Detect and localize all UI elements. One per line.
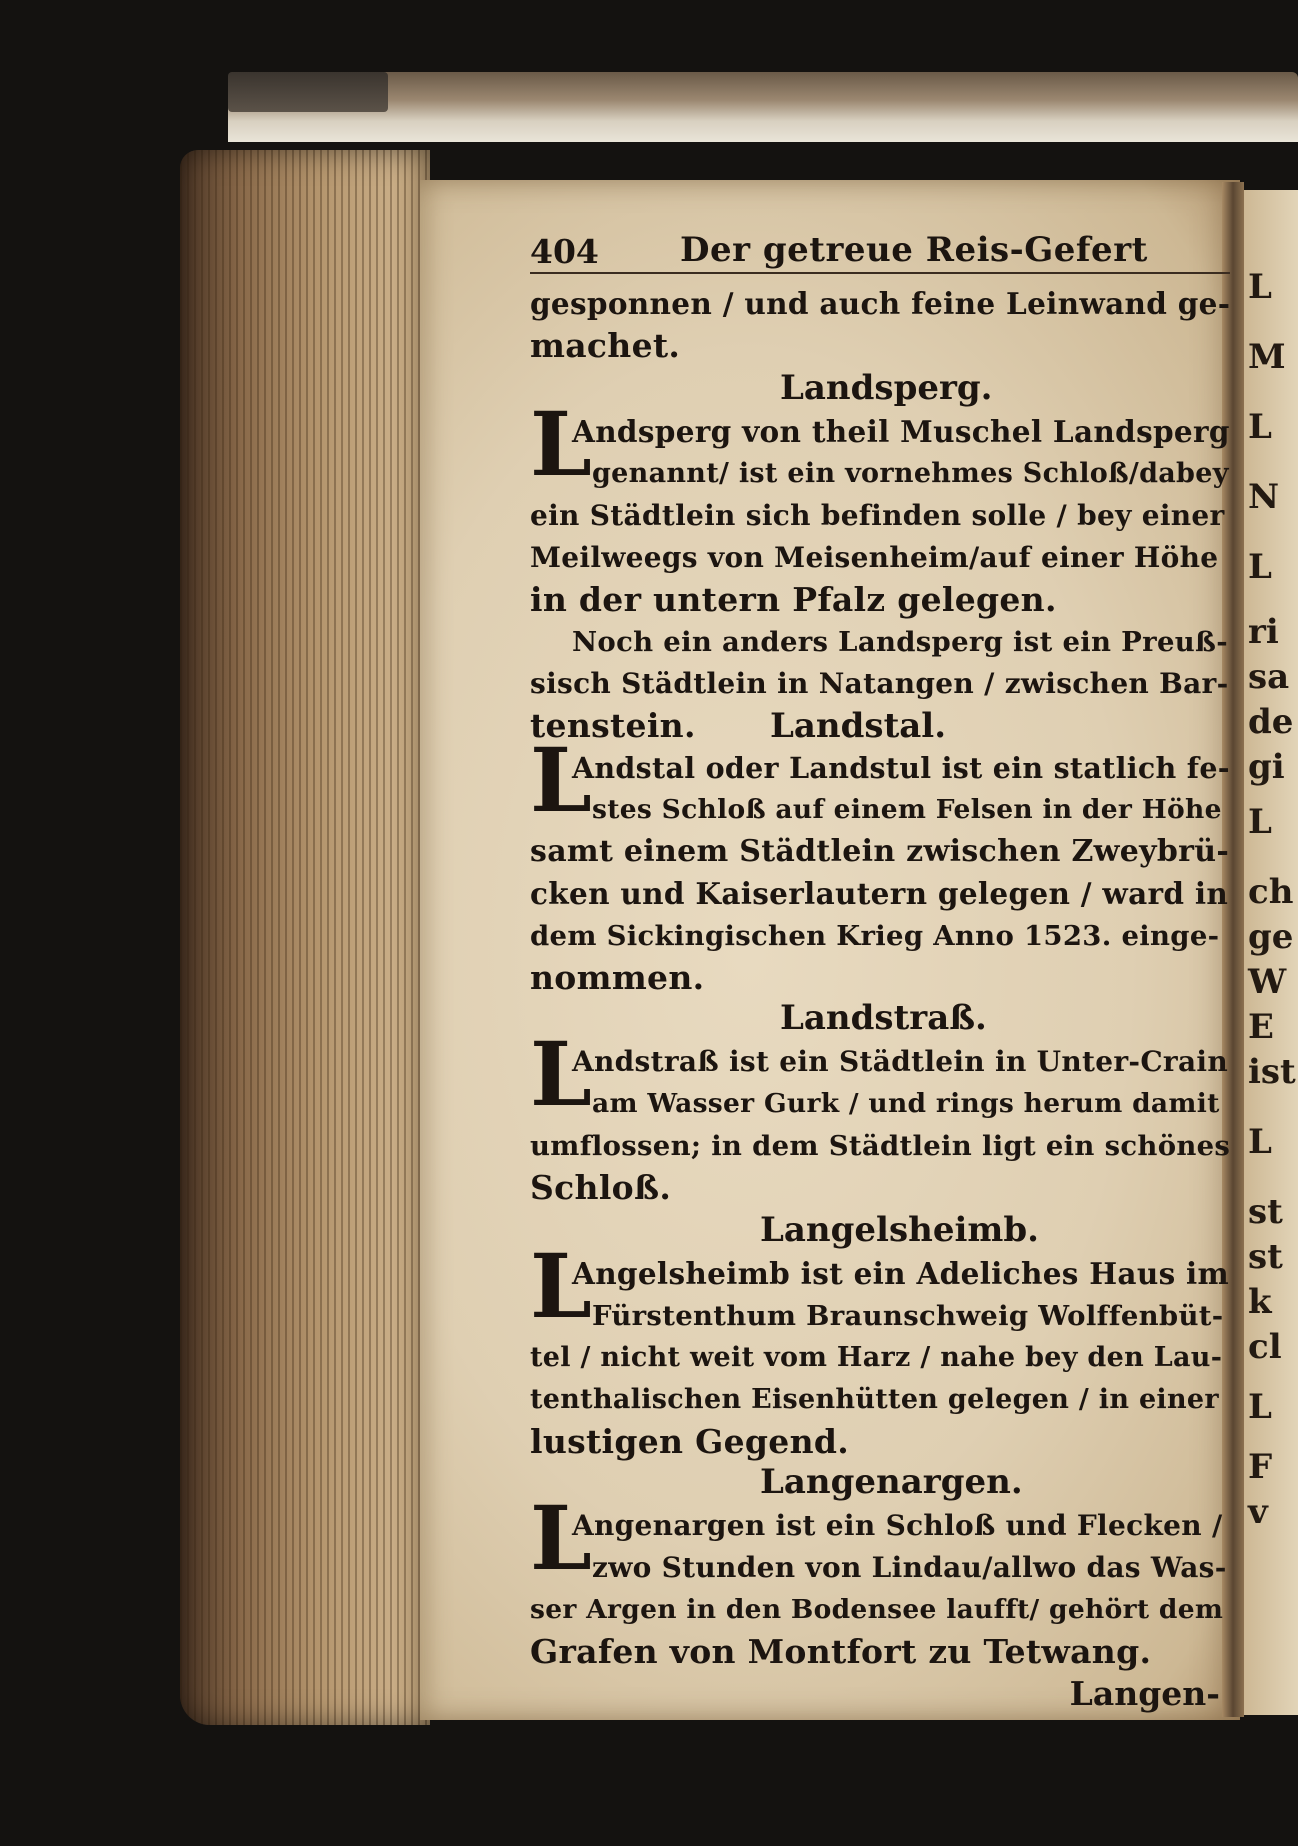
entry-heading: Langenargen.	[760, 1462, 1023, 1502]
facing-fragment: M	[1248, 337, 1286, 377]
text-line: lustigen Gegend.	[530, 1422, 850, 1461]
facing-fragment: cl	[1248, 1327, 1282, 1367]
text-line: dem Sickingischen Krieg Anno 1523. einge-	[530, 920, 1220, 952]
text-line: genannt/ ist ein vornehmes Schloß/dabey	[592, 458, 1229, 489]
text-line: tenstein.	[530, 706, 696, 745]
text-line: Meilweegs von Meisenheim/auf einer Höhe	[530, 541, 1219, 574]
text-line: in der untern Pfalz gelegen.	[530, 580, 1057, 619]
page-stack-edge	[180, 150, 430, 1725]
facing-fragment: L	[1248, 267, 1272, 307]
facing-fragment: gi	[1248, 747, 1285, 787]
text-line: stes Schloß auf einem Felsen in der Höhe	[592, 794, 1222, 825]
dropcap: L	[530, 1022, 592, 1126]
text-line: ser Argen in den Bodensee laufft/ gehört dem	[530, 1594, 1224, 1625]
text-line: tenthalischen Eisenhütten gelegen / in einer	[530, 1384, 1219, 1415]
text-line: machet.	[530, 326, 681, 365]
page-header	[530, 230, 1230, 274]
dropcap: L	[530, 392, 592, 496]
facing-fragment: ch	[1248, 872, 1294, 912]
running-title: Der getreue Reis-Gefert	[680, 230, 1148, 270]
catchword: Langen-	[1069, 1674, 1220, 1713]
facing-fragment: W	[1248, 962, 1287, 1002]
dropcap: L	[530, 728, 592, 832]
facing-fragment: de	[1248, 702, 1294, 742]
facing-fragment: ri	[1248, 612, 1279, 652]
facing-fragment: v	[1248, 1492, 1268, 1532]
facing-fragment: F	[1248, 1447, 1273, 1487]
text-line: cken und Kaiserlautern gelegen / ward in	[530, 876, 1229, 911]
text-line: sisch Städtlein in Natangen / zwischen Bar-	[530, 667, 1229, 700]
facing-fragment: L	[1248, 407, 1272, 447]
text-line: Angenargen ist ein Schloß und Flecken /	[572, 1509, 1223, 1542]
entry-heading: Landsperg.	[780, 368, 993, 408]
entry-heading: Landstraß.	[780, 998, 987, 1038]
facing-fragment: st	[1248, 1192, 1283, 1232]
facing-fragment: L	[1248, 802, 1272, 842]
text-line: Andstal oder Landstul ist ein statlich fe-	[572, 751, 1230, 785]
facing-fragment: L	[1248, 1122, 1272, 1162]
facing-page-sliver	[1244, 190, 1298, 1715]
facing-fragment: k	[1248, 1282, 1272, 1322]
entry-heading: Landstal.	[770, 706, 947, 746]
entry-heading: Langelsheimb.	[760, 1210, 1039, 1250]
text-line: nommen.	[530, 958, 705, 997]
text-line: am Wasser Gurk / und rings herum damit	[592, 1088, 1220, 1119]
text-line: gesponnen / und auch feine Leinwand ge-	[530, 286, 1231, 321]
facing-fragment: E	[1248, 1007, 1274, 1047]
text-line: umflossen; in dem Städtlein ligt ein schönes	[530, 1130, 1231, 1162]
text-line: Andsperg von theil Muschel Landsperg	[572, 414, 1230, 449]
text-line: Angelsheimb ist ein Adeliches Haus im	[572, 1256, 1230, 1291]
facing-fragment: st	[1248, 1237, 1283, 1277]
dropcap: L	[530, 1486, 592, 1590]
facing-fragment: L	[1248, 1387, 1272, 1427]
text-line: Noch ein anders Landsperg ist ein Preuß-	[572, 626, 1228, 658]
text-line: zwo Stunden von Lindau/allwo das Was-	[592, 1551, 1227, 1584]
facing-fragment: L	[1248, 547, 1272, 587]
dropcap: L	[530, 1234, 592, 1338]
cover-edge	[228, 72, 388, 112]
facing-fragment: ge	[1248, 917, 1294, 957]
text-line: samt einem Städtlein zwischen Zweybrü-	[530, 834, 1230, 869]
text-line: ein Städtlein sich befinden solle / bey einer	[530, 499, 1225, 532]
text-line: Grafen von Montfort zu Tetwang.	[530, 1632, 1152, 1671]
facing-fragment: sa	[1248, 657, 1290, 697]
text-line: Fürstenthum Braunschweig Wolffenbüt-	[592, 1300, 1224, 1332]
text-line: Andstraß ist ein Städtlein in Unter-Crain	[572, 1045, 1229, 1078]
page-number: 404	[530, 232, 599, 271]
facing-fragment: N	[1248, 477, 1280, 517]
text-line: Schloß.	[530, 1168, 672, 1207]
text-line: tel / nicht weit vom Harz / nahe bey den Lau-	[530, 1342, 1223, 1373]
facing-fragment: ist	[1248, 1052, 1296, 1092]
book-top-edge	[228, 72, 1298, 142]
